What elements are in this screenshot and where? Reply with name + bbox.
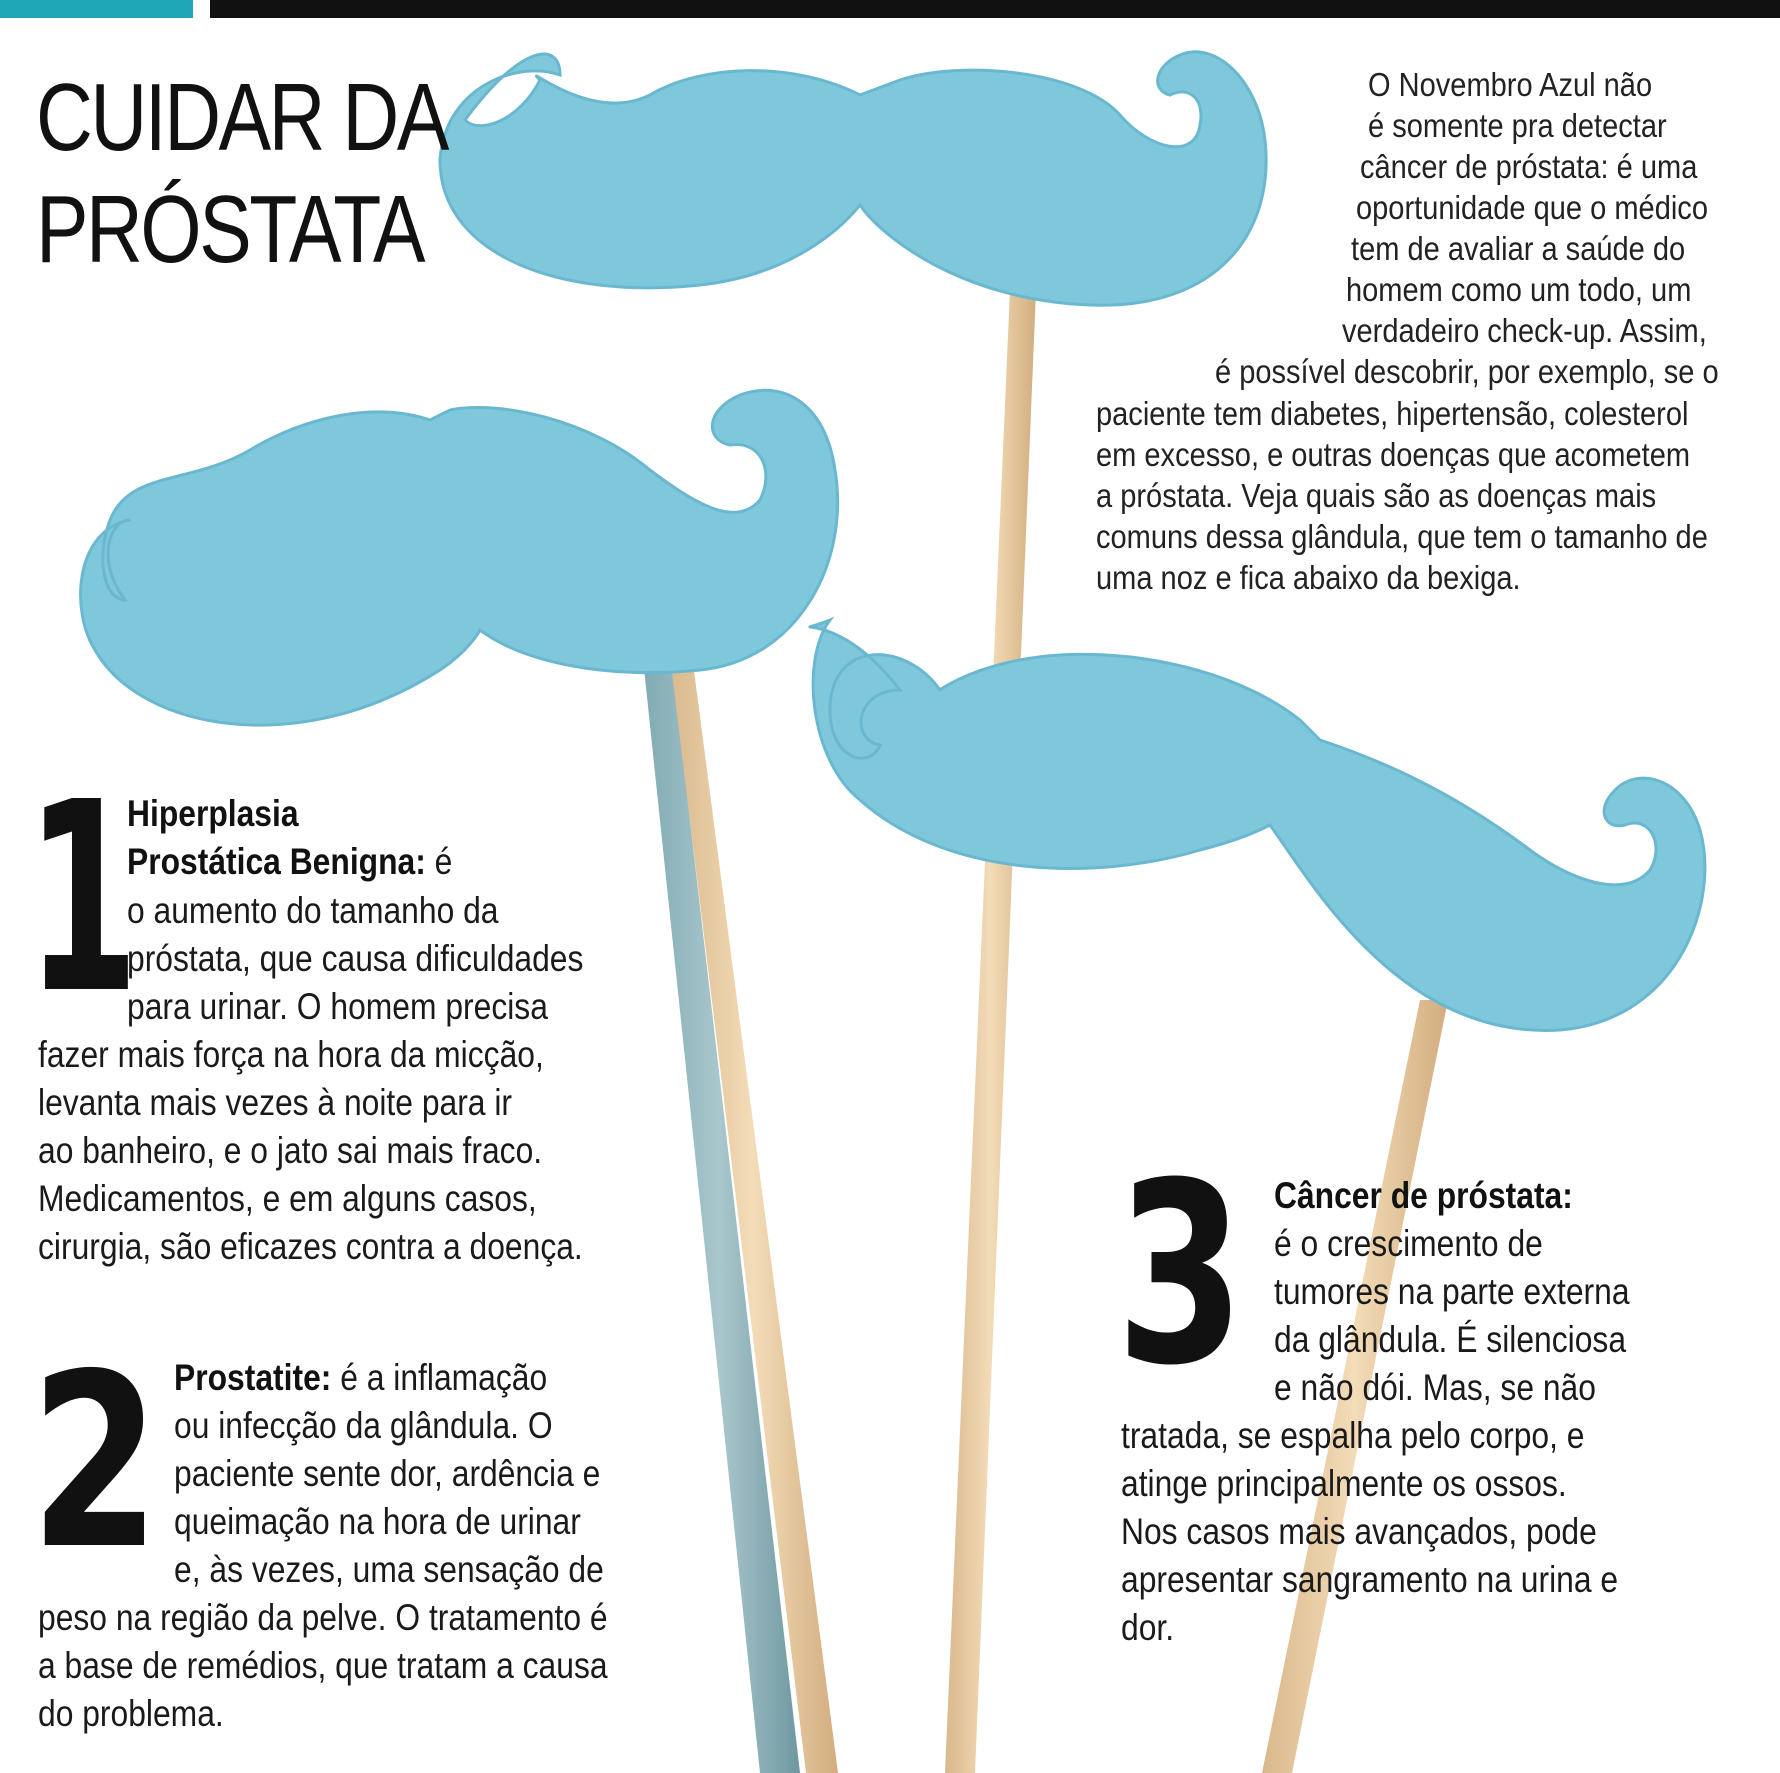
item-1-heading-2: Prostática Benigna: é bbox=[127, 841, 453, 882]
item-2-text: queimação na hora de urinar bbox=[174, 1501, 581, 1542]
intro-line: é somente pra detectar bbox=[1368, 107, 1667, 144]
stick-top bbox=[945, 290, 1036, 1773]
item-1-text: fazer mais força na hora da micção, bbox=[38, 1034, 544, 1075]
intro-line: paciente tem diabetes, hipertensão, colesterol bbox=[1096, 395, 1689, 432]
intro-line: em excesso, e outras doenças que acometem bbox=[1096, 436, 1691, 473]
item-1-text: o aumento do tamanho da bbox=[127, 890, 499, 931]
intro-line: comuns dessa glândula, que tem o tamanho de bbox=[1096, 518, 1708, 555]
intro-line: oportunidade que o médico bbox=[1356, 189, 1708, 226]
item-3-text: e não dói. Mas, se não bbox=[1274, 1367, 1596, 1408]
intro-line: O Novembro Azul não bbox=[1368, 66, 1653, 103]
title-line-2: PRÓSTATA bbox=[36, 176, 424, 283]
item-3-heading: Câncer de próstata: bbox=[1274, 1175, 1573, 1216]
item-3-number: 3 bbox=[1116, 1129, 1239, 1420]
item-2-number: 2 bbox=[30, 1322, 155, 1602]
item-1-heading: Hiperplasia bbox=[127, 793, 299, 834]
item-1-text: cirurgia, são eficazes contra a doença. bbox=[38, 1226, 583, 1267]
item-1-number: 1 bbox=[26, 746, 135, 1051]
item-1-text: levanta mais vezes à noite para ir bbox=[38, 1082, 513, 1123]
intro-line: a próstata. Veja quais são as doenças mais bbox=[1096, 477, 1657, 514]
title-line-1: CUIDAR DA bbox=[36, 64, 447, 171]
item-2-text: a base de remédios, que tratam a causa bbox=[38, 1645, 608, 1686]
item-3-text: apresentar sangramento na urina e bbox=[1121, 1559, 1619, 1600]
item-2-text: ou infecção da glândula. O bbox=[174, 1405, 553, 1446]
item-2-text: e, às vezes, uma sensação de bbox=[174, 1549, 604, 1590]
item-3-text: da glândula. É silenciosa bbox=[1274, 1319, 1627, 1360]
intro-line: homem como um todo, um bbox=[1346, 271, 1692, 308]
page-title bbox=[36, 62, 447, 286]
item-1-text: ao banheiro, e o jato sai mais fraco. bbox=[38, 1130, 543, 1171]
mustache-right bbox=[810, 620, 1705, 1030]
item-1-text: próstata, que causa dificuldades bbox=[127, 938, 584, 979]
mustache-top bbox=[440, 52, 1266, 305]
mustache-left bbox=[81, 390, 838, 725]
intro-line: uma noz e fica abaixo da bexiga. bbox=[1096, 559, 1521, 596]
item-3-text: tratada, se espalha pelo corpo, e bbox=[1121, 1415, 1585, 1456]
intro-line: câncer de próstata: é uma bbox=[1360, 148, 1698, 185]
item-1-text: Medicamentos, e em alguns casos, bbox=[38, 1178, 537, 1219]
item-3-text: tumores na parte externa bbox=[1274, 1271, 1630, 1312]
item-2-text: do problema. bbox=[38, 1693, 224, 1734]
item-2-text: peso na região da pelve. O tratamento é bbox=[38, 1597, 608, 1638]
stick-left-blue bbox=[640, 630, 800, 1773]
item-3-text: atinge principalmente os ossos. bbox=[1121, 1463, 1567, 1504]
item-2-heading: Prostatite: é a inflamação bbox=[174, 1357, 548, 1398]
item-1-text: para urinar. O homem precisa bbox=[127, 986, 548, 1027]
item-3-text: é o crescimento de bbox=[1274, 1223, 1543, 1264]
intro-line: verdadeiro check-up. Assim, bbox=[1342, 312, 1707, 349]
item-2-text: paciente sente dor, ardência e bbox=[174, 1453, 601, 1494]
item-3-text: Nos casos mais avançados, pode bbox=[1121, 1511, 1597, 1552]
item-3-text: dor. bbox=[1121, 1607, 1175, 1648]
intro-line: tem de avaliar a saúde do bbox=[1351, 230, 1686, 267]
intro-line: é possível descobrir, por exemplo, se o bbox=[1215, 353, 1719, 390]
